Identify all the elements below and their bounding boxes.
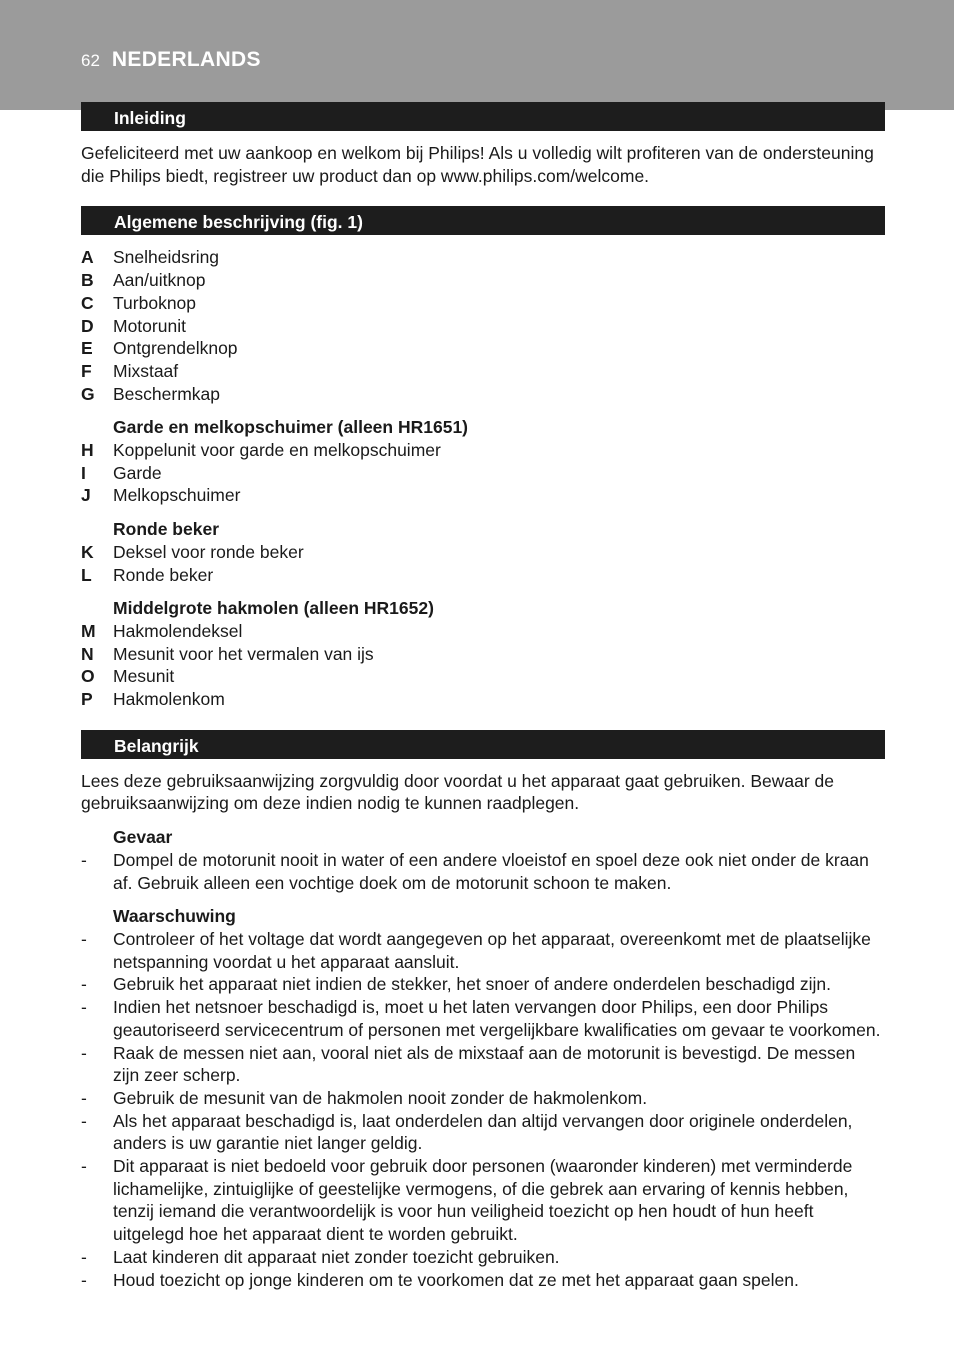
item-letter: J — [81, 485, 91, 506]
bullet-dash: - — [81, 1087, 87, 1108]
item-label: Mixstaaf — [113, 360, 179, 381]
list-item — [81, 620, 885, 643]
intro-paragraph: Gefeliciteerd met uw aankoop en welkom bij Philips! Als u volledig wilt profiteren van de ondersteuning die Philips biedt, registreer uw product dan op www.philips.com/welcome. — [81, 143, 874, 186]
item-label: Ontgrendelknop — [113, 338, 238, 359]
page-language: NEDERLANDS — [111, 48, 261, 71]
important-paragraph: Lees deze gebruiksaanwijzing zorgvuldig door voordat u het apparaat gaat gebruiken. Bewaar de gebruiksaanwijzing om deze indien nodig te kunnen raadplegen. — [81, 770, 834, 814]
bullet-text: Dit apparaat is niet bedoeld voor gebruik door personen (waaronder kinderen) met verminderde lichamelijke, zintuiglijke of geestelijke vermogens, of die gebrek aan ervaring of kennis hebben, tenzij iemand die verantwoordelijk is voor hun veiligheid toezicht op hen houdt of hun heeft uitgelegd hoe het apparaat dient te worden gebruikt. — [113, 1156, 853, 1245]
bullet-text: Controleer of het voltage dat wordt aangegeven op het apparaat, overeenkomt met de plaatselijke netspanning voordat u het apparaat aansluit. — [113, 928, 871, 972]
bullet-text: Indien het netsnoer beschadigd is, moet u het laten vervangen door Philips, een door Philips geautoriseerd servicecentrum of personen met vergelijkbare kwalificaties om gevaar te voorkomen. — [113, 997, 881, 1040]
item-label: Mesunit voor het vermalen van ijs — [113, 643, 374, 664]
bullet-item — [81, 1246, 885, 1269]
document-body — [81, 102, 885, 1291]
page-header — [81, 48, 261, 72]
bullet-item — [81, 1269, 885, 1292]
page-number: 62 — [81, 51, 100, 70]
bullet-item — [81, 849, 885, 894]
bullet-item — [81, 996, 885, 1041]
item-letter: N — [81, 643, 94, 664]
list-item — [81, 292, 885, 315]
bullet-dash: - — [81, 1156, 87, 1177]
item-letter: K — [81, 541, 94, 562]
item-letter: I — [81, 462, 86, 483]
list-item — [81, 439, 885, 462]
subheading-beaker-group: Ronde beker — [113, 519, 219, 540]
item-label: Turboknop — [113, 292, 197, 313]
item-label: Beschermkap — [113, 383, 220, 404]
subheading-whisk-group: Garde en melkopschuimer (alleen HR1651) — [113, 417, 468, 438]
bullet-item — [81, 928, 885, 973]
item-letter: L — [81, 564, 92, 585]
item-letter: E — [81, 338, 93, 359]
list-item — [81, 383, 885, 406]
list-item — [81, 564, 885, 587]
bullet-dash: - — [81, 1042, 87, 1063]
item-letter: O — [81, 666, 95, 687]
item-letter: G — [81, 383, 95, 404]
bullet-text: Als het apparaat beschadigd is, laat onderdelen dan altijd vervangen door originele onderdelen, anders is uw garantie niet langer geldig. — [113, 1110, 853, 1154]
bullet-dash: - — [81, 997, 87, 1018]
list-item — [81, 337, 885, 360]
bullet-text: Gebruik de mesunit van de hakmolen nooit zonder de hakmolenkom. — [113, 1087, 648, 1108]
bullet-dash: - — [81, 1110, 87, 1131]
item-label: Aan/uitknop — [113, 270, 206, 291]
item-letter: H — [81, 440, 94, 461]
item-letter: A — [81, 247, 94, 268]
item-label: Melkopschuimer — [113, 485, 241, 506]
bullet-item — [81, 1087, 885, 1110]
item-letter: D — [81, 315, 94, 336]
bullet-dash: - — [81, 1269, 87, 1290]
item-letter: C — [81, 292, 94, 313]
bullet-text: Raak de messen niet aan, vooral niet als de mixstaaf aan de motorunit is bevestigd. De messen zijn zeer scherp. — [113, 1042, 856, 1086]
bullet-text: Gebruik het apparaat niet indien de stekker, het snoer of andere onderdelen beschadigd zijn. — [113, 974, 831, 995]
subheading-danger: Gevaar — [113, 827, 173, 848]
bullet-text: Dompel de motorunit nooit in water of een andere vloeistof en spoel deze ook niet onder de kraan af. Gebruik alleen een vochtige doek om de motorunit schoon te maken. — [113, 849, 869, 893]
item-letter: B — [81, 270, 94, 291]
item-label: Ronde beker — [113, 564, 214, 585]
section-heading-intro: Inleiding — [81, 102, 885, 131]
section-heading-general: Algemene beschrijving (fig. 1) — [81, 206, 885, 235]
item-label: Deksel voor ronde beker — [113, 541, 304, 562]
section-heading-important: Belangrijk — [81, 730, 885, 759]
bullet-text: Houd toezicht op jonge kinderen om te voorkomen dat ze met het apparaat gaan spelen. — [113, 1269, 799, 1290]
item-label: Mesunit — [113, 666, 175, 687]
bullet-item — [81, 1155, 885, 1246]
bullet-dash: - — [81, 974, 87, 995]
list-item — [81, 688, 885, 711]
bullet-dash: - — [81, 928, 87, 949]
item-label: Koppelunit voor garde en melkopschuimer — [113, 440, 441, 461]
list-item — [81, 484, 885, 507]
subheading-chopper-group: Middelgrote hakmolen (alleen HR1652) — [113, 598, 434, 619]
list-item — [81, 246, 885, 269]
list-item — [81, 269, 885, 292]
list-item — [81, 665, 885, 688]
bullet-dash: - — [81, 849, 87, 870]
list-item — [81, 643, 885, 666]
item-label: Hakmolendeksel — [113, 620, 243, 641]
list-item — [81, 360, 885, 383]
list-item — [81, 315, 885, 338]
item-letter: P — [81, 689, 93, 710]
parts-list — [81, 246, 885, 405]
item-label: Hakmolenkom — [113, 689, 225, 710]
item-label: Garde — [113, 462, 162, 483]
item-letter: M — [81, 620, 96, 641]
list-item — [81, 462, 885, 485]
bullet-dash: - — [81, 1246, 87, 1267]
item-label: Motorunit — [113, 315, 186, 336]
bullet-text: Laat kinderen dit apparaat niet zonder toezicht gebruiken. — [113, 1246, 560, 1267]
list-item — [81, 541, 885, 564]
item-label: Snelheidsring — [113, 247, 220, 268]
bullet-item — [81, 973, 885, 996]
bullet-item — [81, 1042, 885, 1087]
bullet-item — [81, 1110, 885, 1155]
item-letter: F — [81, 360, 92, 381]
subheading-warning: Waarschuwing — [113, 906, 236, 927]
